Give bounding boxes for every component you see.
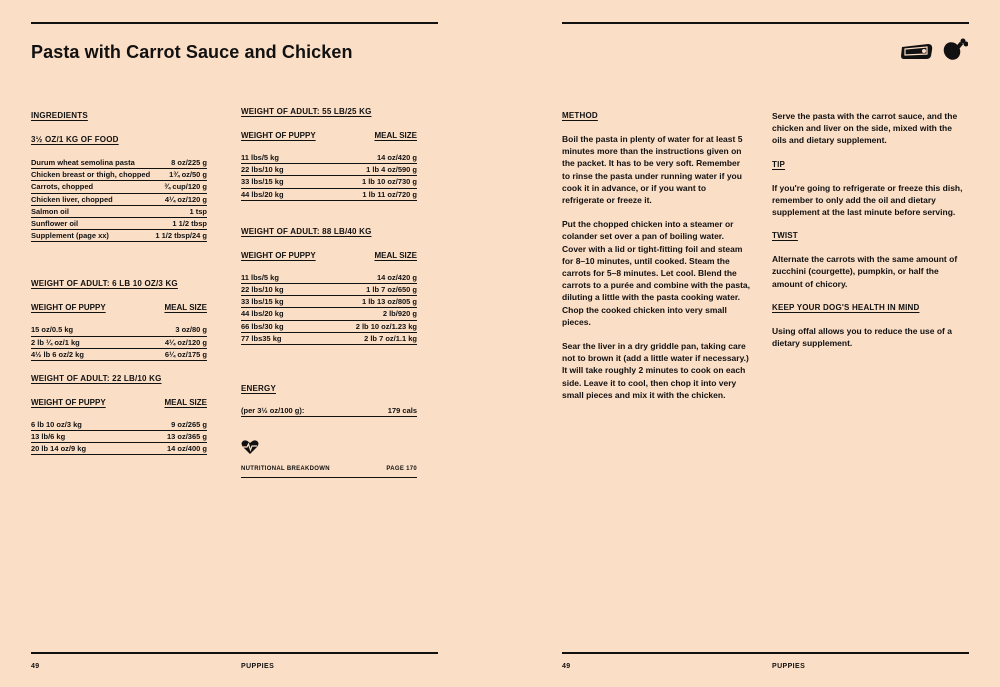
table-row: 22 lbs/10 kg 1 lb 7 oz/650 g [241, 284, 417, 296]
table-heading: WEIGHT OF ADULT: 88 LB/40 KG [241, 226, 372, 236]
table-row: 4½ lb 6 oz/2 kg 6¼ oz/175 g [31, 349, 207, 361]
page-number-left: 49 [31, 663, 40, 670]
table-row: 11 lbs/5 kg 14 oz/420 g [241, 272, 417, 284]
list-item: Durum wheat semolina pasta 8 oz/225 g [31, 157, 207, 169]
nutrition-link[interactable] [241, 463, 417, 478]
method-column [562, 110, 750, 401]
method-step-3: Sear the liver in a dry griddle pan, taking care not to brown it (add a little water if necessary.) It will take roughly 2 minutes to cook on each side. Leave it to cool, then chop it into very small pieces and mix it with the chicken. [562, 341, 749, 400]
table-header: WEIGHT OF PUPPY MEAL SIZE [31, 303, 207, 313]
method-step-2: Put the chopped chicken into a steamer or colander set over a pan of boiling water. Cover with a lid or tight-fitting foil and steam for 8–10 minutes, until cooked. Steam the carrots for 5–8 minutes. Let cool. Blend the carrots to a purée and combine with the pasta, diluting a little with the pasta cooking water. Chop the cooked chicken into very small pieces. [562, 219, 750, 327]
list-item: Salmon oil 1 tsp [31, 206, 207, 218]
bottom-rule-left [31, 652, 438, 654]
table-row: 2 lb ¼ oz/1 kg 4¼ oz/120 g [31, 337, 207, 349]
method-step-1: Boil the pasta in plenty of water for at least 5 minutes more than the instructions given on the packet. It has to be very soft. Remember to rinse the pasta under running water if you cook it in advance, or if you want to refrigerate or freeze it. [562, 134, 743, 206]
health-heading: KEEP YOUR DOG'S HEALTH IN MIND [772, 302, 920, 312]
table-header: WEIGHT OF PUPPY MEAL SIZE [241, 250, 417, 260]
page-title: Pasta with Carrot Sauce and Chicken [31, 42, 353, 62]
table-adult-25kg [241, 106, 417, 201]
table-row: 44 lbs/20 kg 1 lb 11 oz/720 g [241, 189, 417, 201]
nutrition-label: NUTRITIONAL BREAKDOWN [241, 466, 330, 473]
nutrition-page: PAGE 170 [386, 466, 417, 473]
recipe-icons [900, 38, 968, 64]
table-row: 33 lbs/15 kg 1 lb 13 oz/805 g [241, 296, 417, 308]
table-row: 11 lbs/5 kg 14 oz/420 g [241, 152, 417, 164]
serve-text: Serve the pasta with the carrot sauce, and the chicken and liver on the side, mixed with the oils and dietary supplement. [772, 111, 958, 146]
page-number-right: 49 [562, 663, 571, 670]
bottom-rule-right [562, 652, 969, 654]
table-row: 44 lbs/20 kg 2 lb/920 g [241, 308, 417, 320]
table-row: 22 lbs/10 kg 1 lb 4 oz/590 g [241, 164, 417, 176]
table-row: 20 lb 14 oz/9 kg 14 oz/400 g [31, 443, 207, 455]
table-heading: WEIGHT OF ADULT: 6 LB 10 OZ/3 KG [31, 279, 178, 289]
section-name-left: PUPPIES [241, 663, 275, 670]
twist-heading: TWIST [772, 231, 798, 241]
table-row: 13 lb/6 kg 13 oz/365 g [31, 431, 207, 443]
table-header: WEIGHT OF PUPPY MEAL SIZE [31, 397, 207, 407]
energy-section [241, 383, 417, 417]
table-adult-3kg [31, 278, 207, 361]
tip-text: If you're going to refrigerate or freeze this dish, remember to only add the oil and dietary supplement at the last minute before serving. [772, 182, 963, 218]
method-heading: METHOD [562, 111, 598, 120]
energy-row: (per 3½ oz/100 g): 179 cals [241, 405, 417, 417]
ingredients-column [31, 110, 207, 455]
ingredients-heading: INGREDIENTS [31, 111, 88, 120]
energy-heading: ENERGY [241, 383, 276, 393]
top-rule-right [562, 22, 969, 24]
meat-icon [900, 41, 934, 61]
table-heading: WEIGHT OF ADULT: 55 LB/25 KG [241, 107, 372, 116]
list-item: Sunflower oil 1 1/2 tbsp [31, 218, 207, 230]
table-heading: WEIGHT OF ADULT: 22 LB/10 KG [31, 373, 162, 383]
list-item: Supplement (page xx) 1 1/2 tbsp/24 g [31, 230, 207, 242]
nutrition-section [241, 439, 417, 478]
table-row: 77 lbs35 kg 2 lb 7 oz/1.1 kg [241, 333, 417, 345]
chicken-leg-icon [942, 38, 968, 64]
table-row: 6 lb 10 oz/3 kg 9 oz/265 g [31, 419, 207, 431]
table-row: 15 oz/0.5 kg 3 oz/80 g [31, 324, 207, 336]
tip-heading: TIP [772, 159, 786, 169]
table-row: 66 lbs/30 kg 2 lb 10 oz/1.23 kg [241, 321, 417, 333]
ingredients-subheading: 3½ OZ/1 KG OF FOOD [31, 135, 119, 144]
table-header: WEIGHT OF PUPPY MEAL SIZE [241, 131, 417, 140]
list-item: Chicken breast or thigh, chopped 1¾ oz/50 g [31, 169, 207, 181]
top-rule-left [31, 22, 438, 24]
table-adult-10kg [31, 373, 207, 456]
table-adult-40kg [241, 226, 417, 345]
ingredients-list [31, 157, 207, 242]
health-text: Using offal allows you to reduce the use of a dietary supplement. [772, 325, 952, 349]
table-row: 33 lbs/15 kg 1 lb 10 oz/730 g [241, 176, 417, 188]
list-item: Chicken liver, chopped 4¼ oz/120 g [31, 194, 207, 206]
section-name-right: PUPPIES [772, 663, 806, 670]
meal-size-column [241, 106, 417, 478]
list-item: Carrots, chopped ¾ cup/120 g [31, 181, 207, 193]
notes-column [772, 110, 968, 349]
twist-text: Alternate the carrots with the same amount of zucchini (courgette), pumpkin, or half the amount of chicory. [772, 254, 958, 289]
heart-rate-icon [241, 439, 259, 455]
